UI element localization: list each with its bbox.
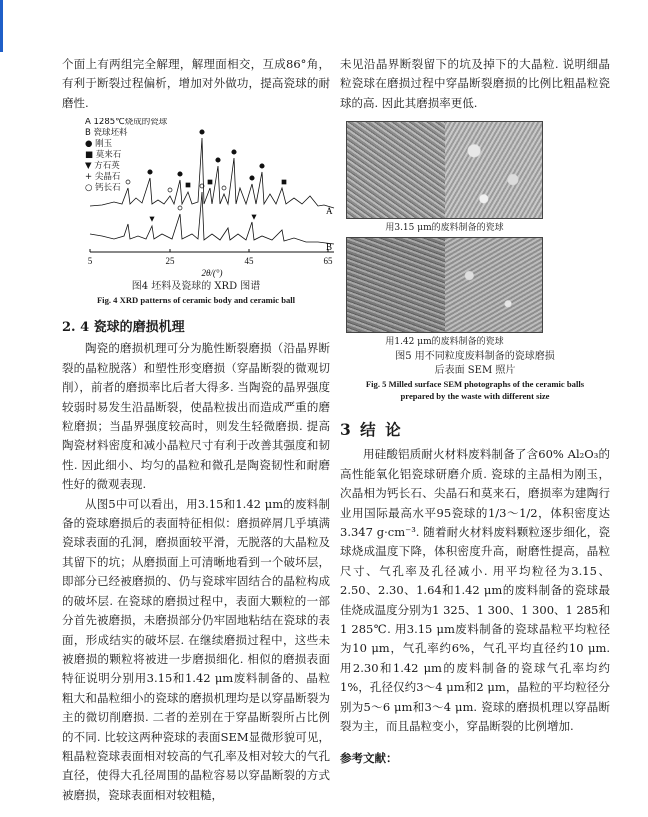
curve-b-label: B <box>326 242 333 252</box>
sem-figure <box>346 121 543 351</box>
sem-label-1-42: 用1.42 μm的废料制备的瓷球 <box>385 337 504 347</box>
references-heading: 参考文献： <box>340 750 398 765</box>
x-tick-25: 25 <box>165 256 175 266</box>
legend-b: B 瓷球坯料 <box>85 128 128 138</box>
sem-photo-fine <box>346 237 543 333</box>
xrd-curve-a <box>90 138 334 208</box>
paragraph-continued: 个面上有两组完全解理，解理面相交，互成86°角，有利于断裂过程偏析，增加对外做功，提高瓷球的耐磨性. <box>62 57 330 110</box>
sem-label-3-15: 用3.15 μm的废料制备的瓷球 <box>385 223 504 233</box>
legend-cristobalite: ▼ 方石英 <box>85 161 120 171</box>
legend-mullite: ■ 莫来石 <box>85 150 122 160</box>
fig5-caption-en-1: Fig. 5 Milled surface SEM photographs of the ceramic balls <box>365 379 585 389</box>
x-tick-65: 65 <box>323 256 333 266</box>
chapter-3-title: 3 结 论 <box>340 420 403 439</box>
left-main-text <box>62 280 330 805</box>
sem-photo-coarse <box>346 121 543 219</box>
fig4-caption-cn: 图4 坯料及瓷球的 XRD 图谱 <box>131 281 261 292</box>
xrd-figure <box>62 118 337 278</box>
fig5-caption-cn-2: 后表面 SEM 照片 <box>434 365 516 376</box>
right-top-text <box>340 55 610 113</box>
legend-spinel: + 尖晶石 <box>85 172 121 182</box>
x-tick-5: 5 <box>87 256 93 266</box>
section-2-4-title: 2. 4 瓷球的磨损机理 <box>62 320 185 335</box>
paragraph-wear-mechanism: 陶瓷的磨损机理可分为脆性断裂磨损（沿晶界断裂的晶粒脱落）和塑性形变磨损（穿晶断裂的微观切削），前者的磨损率比后者大得多. 当陶瓷的晶界强度较弱时易发生沿晶断裂，使晶粒拔出而造成严重的磨粒磨损；当晶界强度较高时，则发生轻微磨损. 提高陶瓷材料密度和减小晶粒尺寸有利于改善其强度和韧性. 因此细小、均匀的晶粒和微孔是陶瓷韧性和耐磨性好的微观表现. <box>62 341 330 492</box>
paragraph-sem-analysis: 从图5中可以看出，用3.15和1.42 μm的废料制备的瓷球磨损后的表面特征相似：磨损碎屑几乎填满瓷球表面的孔洞，磨损面较平滑，无脱落的大晶粒及其留下的坑；从磨损面上可清晰地看到一个破坏层，即部分已经被磨损的、仍与瓷球牢固结合的晶粒构成的破坏层. 在瓷球的磨损过程中，表面大颗粒的一部分首先被磨损，未磨损部分仍牢固地粘结在瓷球的表面，形成结实的破坏层. 在继续磨损过程中，这些未被磨损的颗粒将被进一步磨损细化. 相似的磨损表面特征说明分别用3.15和1.42 μm废料制备的、晶粒粗大和晶粒细小的瓷球的磨损机理均是以穿晶断裂为主的微切削磨损. 二者的差别在于穿晶断裂所占比例的不同. 比较这两种瓷球的表面SEM显微形貌可见，粗晶粒瓷球表面相对较高的气孔率及相对较大的气孔直径，使得大孔径周围的晶粒容易以穿晶断裂的方式被磨损，瓷球表面相对较粗糙， <box>62 496 330 802</box>
x-axis-label: 2θ/(°) <box>201 268 223 278</box>
x-tick-45: 45 <box>244 256 254 266</box>
legend-corundum: ● 刚玉 <box>85 139 113 149</box>
left-top-text <box>62 55 330 113</box>
xrd-curve-b <box>90 192 334 244</box>
xrd-chart <box>62 118 337 278</box>
fig5-caption-en-2: prepared by the waste with different size <box>400 391 550 401</box>
right-main-text <box>340 350 610 768</box>
paragraph-continued-right: 未见沿晶界断裂留下的坑及掉下的大晶粒. 说明细晶粒瓷球在磨损过程中穿晶断裂磨损的比例比粗晶粒瓷球的高. 因此其磨损率更低. <box>340 57 610 110</box>
fig4-caption-en: Fig. 4 XRD patterns of ceramic body and ceramic ball <box>96 295 296 305</box>
paragraph-conclusion: 用硅酸铝质耐火材料废料制备了含60% Al₂O₃的高性能氧化铝瓷球研磨介质. 瓷球的主晶相为刚玉，次晶相为钙长石、尖晶石和莫来石，磨损率为建陶行业用国际最高水平95瓷球的1/3～1/2，体积密度达3.347 g·cm⁻³. 随着耐火材料废料颗粒逐步细化，瓷球烧成温度下降，体积密度升高，耐磨性提高，晶粒尺寸、气孔率及孔径减小. 用平均粒径为3.15、2.50、2.30、1.64和1.42 μm的废料制备的瓷球最佳烧成温度分别为1 325、1 300、1 300、1 285和1 285℃. 用3.15 μm废料制备的瓷球晶粒平均粒径为10 μm，气孔率约6%，气孔平均直径约10 μm. 用2.30和1.42 μm的废料制备的瓷球气孔率均约1%，孔径仅约3～4 μm和2 μm，晶粒的平均粒径分别为5～6 μm和3～4 μm. 瓷球的磨损机理以穿晶断裂为主，而且晶粒变小，穿晶断裂的比例增加. <box>340 447 610 734</box>
legend-a: A 1285℃烧成的瓷球 <box>85 118 168 127</box>
page-edge-marker <box>0 0 3 52</box>
curve-a-label: A <box>326 206 333 216</box>
legend-anorthite: ○ 钙长石 <box>85 183 121 193</box>
fig5-caption-cn-1: 图5 用不同粒度废料制备的瓷球磨损 <box>395 351 555 362</box>
